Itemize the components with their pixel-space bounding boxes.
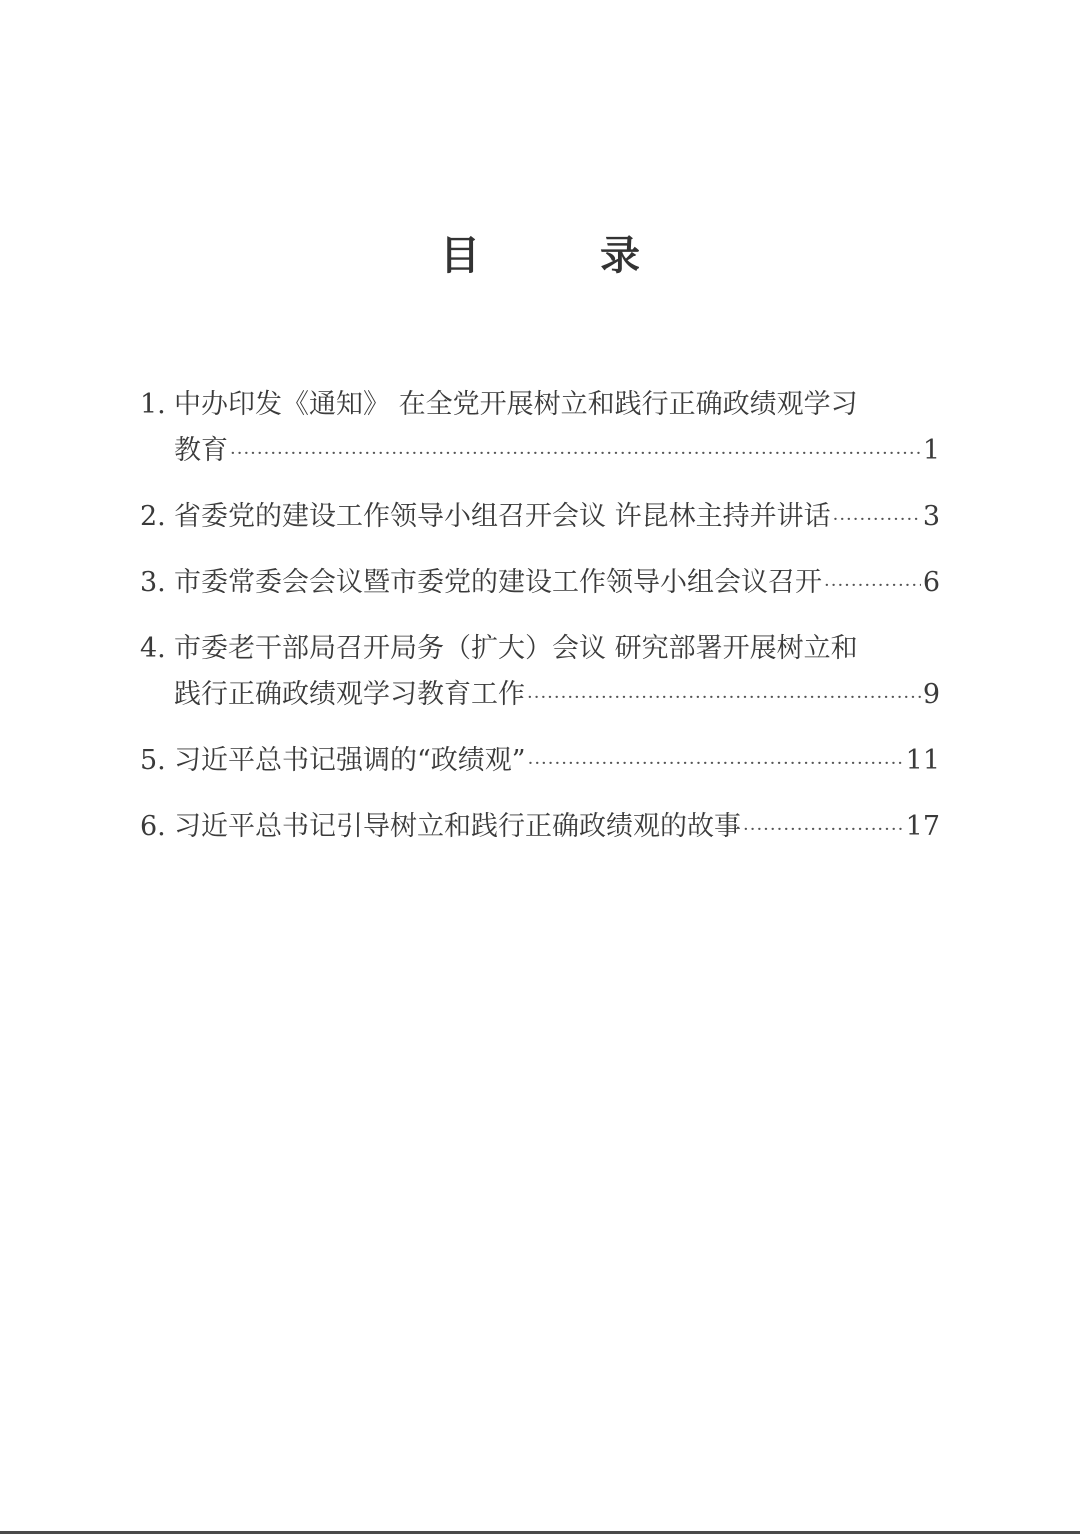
- toc-entry-line: [140, 672, 940, 721]
- entry-number: 2.: [140, 501, 166, 532]
- toc-entry-6[interactable]: [140, 804, 940, 853]
- dot-leader: [743, 807, 904, 853]
- toc-entry-line: [140, 626, 940, 672]
- toc-entry-5[interactable]: [140, 738, 940, 787]
- entry-page-number: 3: [922, 501, 940, 532]
- entry-number: 6.: [140, 811, 166, 842]
- entry-page-number: 11: [905, 745, 940, 776]
- entry-page-number: 1: [922, 435, 940, 466]
- entry-number: 5.: [140, 745, 166, 776]
- toc-entry-2[interactable]: [140, 494, 940, 543]
- entry-title: 市委老干部局召开局务（扩大）会议 研究部署开展树立和: [174, 633, 858, 664]
- dot-leader: [528, 741, 904, 787]
- dot-leader: [833, 497, 921, 543]
- entry-page-number: 9: [922, 679, 940, 710]
- dot-leader: [230, 431, 921, 477]
- entry-title: 市委常委会会议暨市委党的建设工作领导小组会议召开: [174, 567, 822, 598]
- toc-title: 目 录: [440, 233, 680, 279]
- entry-title: 省委党的建设工作领导小组召开会议 许昆林主持并讲话: [174, 501, 831, 532]
- toc-entry-line: [140, 428, 940, 477]
- toc-entry-line: [140, 738, 940, 787]
- entry-title: 习近平总书记引导树立和践行正确政绩观的故事: [174, 811, 741, 842]
- toc-entry-line: [140, 382, 940, 428]
- toc-entry-line: [140, 494, 940, 543]
- toc-entry-4[interactable]: [140, 626, 940, 721]
- entry-page-number: 6: [922, 567, 940, 598]
- entry-title: 中办印发《通知》 在全党开展树立和践行正确政绩观学习: [174, 389, 858, 420]
- entry-page-number: 17: [905, 811, 940, 842]
- toc-entry-1[interactable]: [140, 382, 940, 477]
- toc-entry-3[interactable]: [140, 560, 940, 609]
- entry-title-continued: 践行正确政绩观学习教育工作: [174, 679, 525, 710]
- table-of-contents: [140, 382, 940, 870]
- dot-leader: [527, 675, 921, 721]
- entry-number: 4.: [140, 633, 166, 664]
- entry-number: 1.: [140, 389, 166, 420]
- dot-leader: [824, 563, 921, 609]
- toc-entry-line: [140, 804, 940, 853]
- entry-title: 习近平总书记强调的“政绩观”: [174, 745, 526, 776]
- entry-title-continued: 教育: [174, 435, 228, 466]
- toc-entry-line: [140, 560, 940, 609]
- entry-number: 3.: [140, 567, 166, 598]
